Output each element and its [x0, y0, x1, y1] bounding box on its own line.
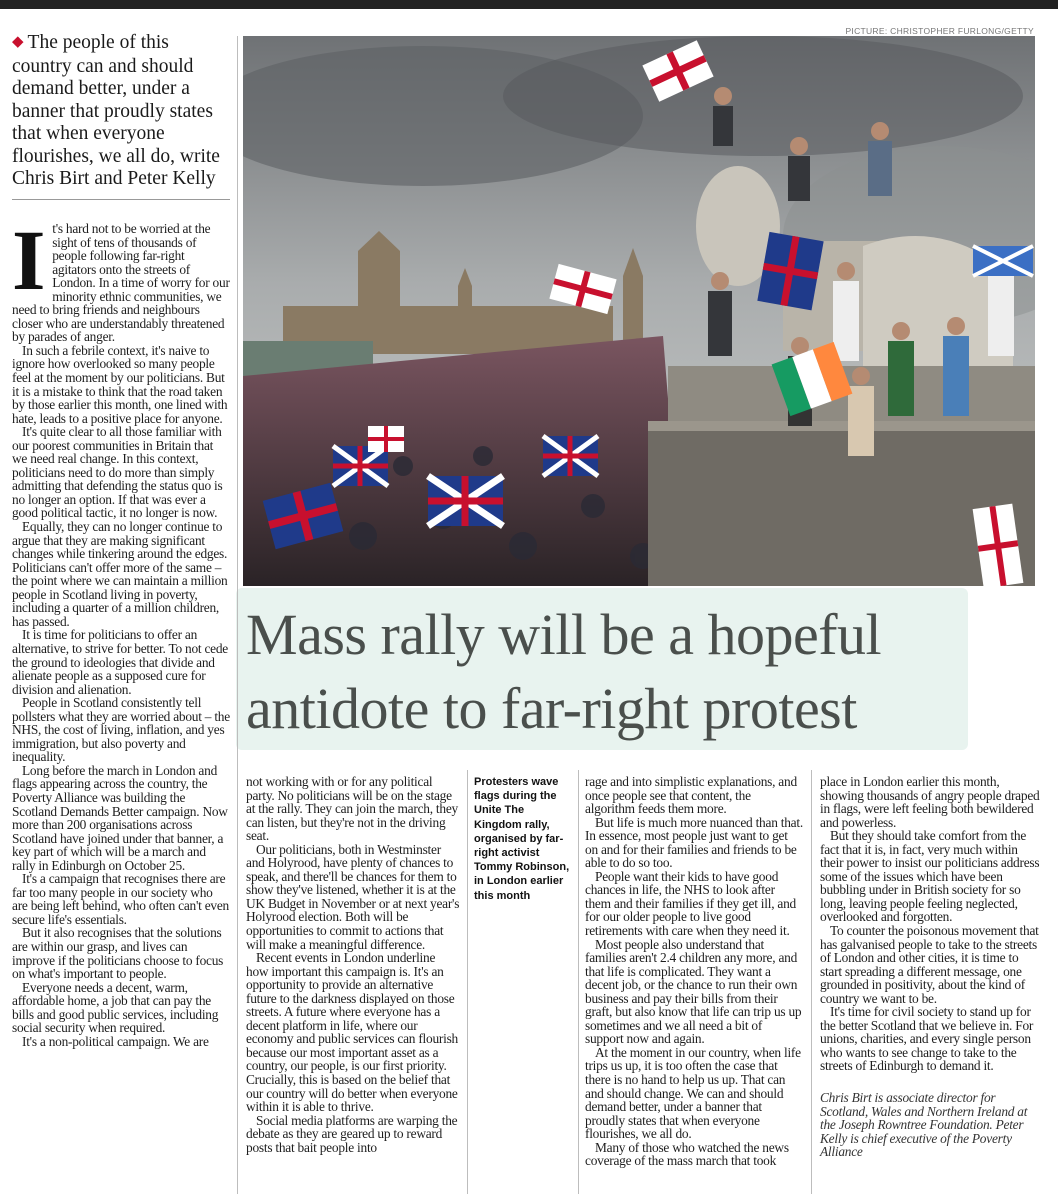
paragraph: People in Scotland consistently tell pollsters what they are worried about – the NHS, the cost of living, inflation, and yes immigration, but also poverty and inequality. [12, 695, 230, 765]
author-byline: Chris Birt is associate director for Scotland, Wales and Northern Ireland at the Joseph Rowntree Foundation. Peter Kelly is chief executive of the Poverty Alliance [820, 1090, 1028, 1160]
paragraph: not working with or for any political party. No politicians will be on the stage at the rally. They can join the march, they can listen, but they're not in the driving seat. [246, 774, 458, 844]
standfirst-text: The people of this country can and should demand better, under a banner that proudly states that when everyone flourishes, we all do, write Chris Birt and Peter Kelly [12, 32, 220, 189]
article-column-4 [820, 775, 1040, 1159]
paragraph: It is time for politicians to offer an alternative, to strive for better. To not cede the ground to ideologies that divide and alienate people as a supposed cure for division and alienation. [12, 627, 228, 697]
dropcap: I [12, 212, 46, 308]
paragraph: Most people also understand that families aren't 2.4 children any more, and that life is complicated. They want a decent job, or the chance to run their own business and pay their bills from their graft, but also know that life can trip us up sometimes and we all need a bit of support now and again. [585, 936, 802, 1047]
paragraph: But they should take comfort from the fact that it is, in fact, very much within their power to insist our politicians address some of the issues which have been bubbling under in British society for so long, leaving people feeling neglected, overlooked and forgotten. [820, 828, 1040, 925]
top-rule [0, 0, 1058, 9]
standfirst-rule [12, 199, 230, 200]
paragraph: rage and into simplistic explanations, and once people see that content, the algorithm feeds them more. [585, 774, 797, 817]
column-rule [467, 770, 468, 1194]
photo-credit: PICTURE: CHRISTOPHER FURLONG/GETTY [845, 26, 1034, 36]
union-flag [428, 476, 503, 526]
column-rule [237, 36, 238, 1194]
headline: Mass rally will be a hopeful antidote to far-right protest [246, 602, 882, 741]
photo-caption: Protesters wave flags during the Unite The Kingdom rally, organised by far-right activist Tommy Robinson, in London earlier this month [474, 776, 570, 902]
standfirst [12, 32, 230, 191]
diamond-bullet-icon: ◆ [12, 34, 24, 50]
paragraph: Our politicians, both in Westminster and Holyrood, have plenty of chances to speak, and there'll be chances for them to show they've listened, whether it is at the UK Budget in November or at next year's Holyrood election. Both will be opportunities to commit to actions that will make a meaningful difference. [246, 841, 460, 952]
scotland-flag [973, 246, 1033, 276]
paragraph: It's hard not to be worried at the sight of tens of thousands of people following far-right agitators onto the streets of London. In a time of worry for our minority ethnic communities, we need to bring friends and neighbours closer who are understandably threatened by parades of anger. [12, 212, 230, 345]
crowd [243, 336, 683, 586]
paragraph: Everyone needs a decent, warm, affordable home, a job that can pay the bills and good public services, including social security when required. [12, 979, 219, 1036]
union-flag [543, 436, 598, 476]
paragraph: Equally, they can no longer continue to argue that they are making significant changes while tinkering around the edges. Politicians can't offer more of the same – the point where we can maintain a million people in Scotland living in poverty, including a quarter of a million children, has passed. [12, 519, 228, 629]
column-rule [811, 770, 812, 1194]
england-flag [368, 426, 404, 452]
paragraph: It's a non-political campaign. We are [22, 1033, 209, 1049]
paragraph: It's time for civil society to stand up for the better Scotland that we believe in. For unions, charities, and every single person who wants to see change to take to the streets of Edinburgh to demand it. [820, 1004, 1034, 1074]
paragraph: But it also recognises that the solutions are within our grasp, and lives can improve if the politicians choose to focus on what's important to people. [12, 925, 224, 982]
article-column-1 [12, 212, 230, 1049]
rally-photo [243, 36, 1035, 586]
article-column-2 [246, 775, 460, 1154]
paragraph: At the moment in our country, when life trips us up, it is too often the case that there is no hand to help us up. That can and should change. We can and should demand better, under a banner that proudly states that when everyone flourishes, we all do. [585, 1044, 801, 1142]
paragraph: It's quite clear to all those familiar with our poorest communities in Britain that we need real change. In this context, politicians need to do more than simply admitting that defending the status quo is no longer an option. If that was ever a good political tactic, it no longer is now. [12, 424, 223, 521]
column-rule [578, 770, 579, 1194]
paragraph: Recent events in London underline how important this campaign is. It's an opportunity to provide an alternative future to the darkness displayed on those streets. A future where everyone has a decent platform in life, where our economy and public services can flourish because our most important asset as a country, our people, is our first priority. Crucially, this is based on the belief that our country will do better when everyone within it is able to thrive. [246, 950, 458, 1115]
paragraph: Social media platforms are warping the debate as they are geared up to reward posts that bait people into [246, 1112, 458, 1155]
paragraph: Many of those who watched the news coverage of the mass march that took [585, 1139, 789, 1169]
paragraph: But life is much more nuanced than that. In essence, most people just want to get on and for their families and friends to be able to do so too. [585, 814, 803, 871]
paragraph: place in London earlier this month, showing thousands of angry people draped in flags, were left feeling both bewildered and powerless. [820, 774, 1040, 830]
paragraph: To counter the poisonous movement that has galvanised people to take to the streets of London and other cities, it is time to start spreading a different message, one grounded in positivity, about the kind of country we want to be. [820, 923, 1039, 1006]
article-column-3 [585, 775, 803, 1168]
paragraph: In such a febrile context, it's naive to ignore how overlooked so many people feel at the moment by our politicians. But it is a mistake to think that the road taken by those earlier this month, one lined with hate, leads to a positive place for anyone. [12, 342, 228, 426]
paragraph: It's a campaign that recognises there are far too many people in our society who are being left behind, who often can't even secure life's essentials. [12, 871, 229, 927]
paragraph: People want their kids to have good chances in life, the NHS to look after them and their families if they get ill, and for our older people to live good retirements with care when they need it. [585, 868, 796, 939]
paragraph: Long before the march in London and flags appearing across the country, the Poverty Alliance was building the Scotland Demands Better campaign. Now more than 200 organisations across Scotland have joined under that banner, a key part of which will be a march and rally in Edinburgh on October 25. [12, 762, 228, 873]
